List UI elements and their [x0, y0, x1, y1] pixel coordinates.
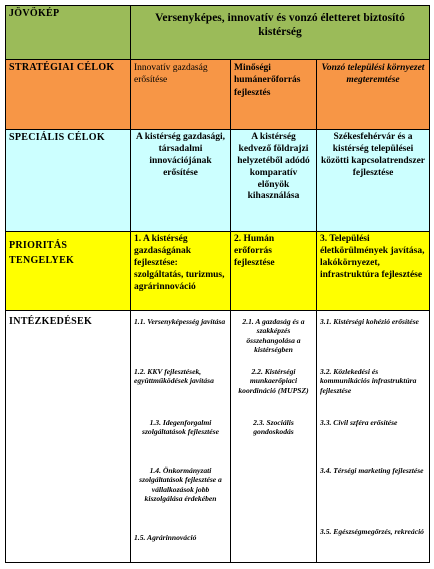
measure-2-2: 2.2. Kistérségi munkaerőpiaci koordináció (MUPSZ) [238, 367, 309, 395]
vision-label: JÖVÖKÉP [6, 6, 131, 60]
strategic-goals-label: STRATÉGIAI CÉLOK [6, 60, 131, 130]
measure-3-2: 3.2. Közlekedési és kommunikációs infrastruktúra fejlesztése [320, 367, 417, 395]
measures-col-1 [131, 311, 231, 563]
priority-axes-label [6, 232, 131, 311]
priority-label-line1: PRIORITÁS [9, 240, 68, 251]
measure-3-4: 3.4. Térségi marketing fejlesztése [320, 466, 424, 475]
measure-2-3: 2.3. Szociális gondoskodás [253, 418, 294, 437]
priority-axis-1: 1. A kistérség gazdaságának fejlesztése: szolgáltatás, turizmus, agrárinnováció [131, 232, 231, 311]
measure-1-5: 1.5. Agrárinnováció [134, 533, 197, 542]
strategic-goal-1: Innovatív gazdaság erősítése [131, 60, 231, 130]
measures-col-2 [231, 311, 317, 563]
measure-3-3: 3.3. Civil szféra erősítése [320, 418, 398, 427]
strategic-goal-3: Vonzó települési környezet megteremtése [317, 60, 430, 130]
measures-label: INTÉZKEDÉSEK [6, 311, 131, 563]
special-goal-3: Székesfehérvár és a kistérség települései közötti kapcsolatrendszer fejlesztése [317, 130, 430, 232]
vision-text: Versenyképes, innovatív és vonzó életteret biztosító kistérség [131, 6, 430, 60]
vision-row [6, 6, 430, 60]
measure-1-2: 1.2. KKV fejlesztések, együttműködések javítása [134, 367, 214, 386]
measure-3-5: 3.5. Egészségmegőrzés, rekreáció [320, 527, 424, 536]
special-goal-1: A kistérség gazdasági, társadalmi innovációjának erősítése [131, 130, 231, 232]
measure-1-1: 1.1. Versenyképesség javítása [134, 317, 226, 326]
priority-label-line2: TENGELYEK [9, 255, 75, 266]
strategic-goal-2: Minőségi humánerőforrás fejlesztés [231, 60, 317, 130]
strategic-goals-row [6, 60, 430, 130]
strategy-table [5, 5, 430, 563]
measure-1-4: 1.4. Önkormányzati szolgáltatások fejlesztése a vállalkozások jobb kiszolgálása érdekében [139, 466, 222, 503]
priority-axis-3: 3. Települési életkörülmények javítása, lakókörnyezet, infrastruktúra fejlesztése [317, 232, 430, 311]
special-goal-2: A kistérség kedvező földrajzi helyzetéből adódó komparatív előnyök kihasználása [231, 130, 317, 232]
measure-2-1: 2.1. A gazdaság és a szakképzés összehangolása a kistérségben [242, 317, 305, 354]
measure-1-3: 1.3. Idegenforgalmi szolgáltatások fejlesztése [142, 418, 219, 437]
priority-axis-2: 2. Humán erőforrás fejlesztése [231, 232, 317, 311]
priority-axes-row [6, 232, 430, 311]
special-goals-label: SPECIÁLIS CÉLOK [6, 130, 131, 232]
measures-col-3 [317, 311, 430, 563]
special-goals-row [6, 130, 430, 232]
measures-row [6, 311, 430, 563]
measure-3-1: 3.1. Kistérségi kohézió erősítése [320, 317, 419, 326]
